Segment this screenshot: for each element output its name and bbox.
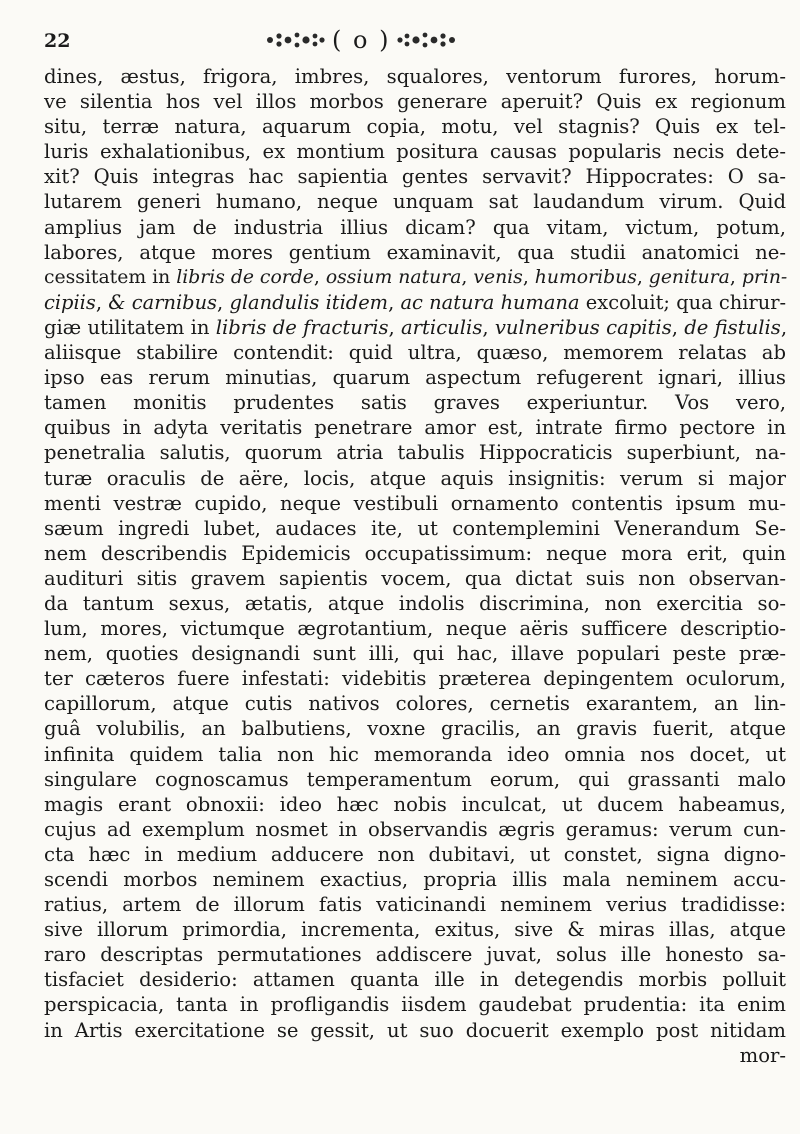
signature-mark: ( o ) bbox=[332, 26, 391, 54]
italic-title: venis bbox=[473, 266, 523, 288]
text-run: nem, quoties designandi sunt illi, qui hac, illave populari peste præ- bbox=[44, 642, 786, 666]
text-line bbox=[44, 64, 786, 89]
text-run: tisfaciet desiderio: attamen quanta ille in detegendis morbis polluit bbox=[44, 968, 786, 992]
text-run: guâ volubilis, an balbutiens, voxne gracilis, an gravis fuerit, atque bbox=[44, 717, 786, 741]
italic-title: vulneribus capitis bbox=[494, 315, 672, 339]
right-fleuron-icon bbox=[396, 30, 458, 50]
text-run: tamen monitis prudentes satis graves experiuntur. Vos vero, bbox=[44, 391, 786, 415]
text-line bbox=[44, 942, 786, 967]
text-run: labores, atque mores gentium examinavit, qua studii anatomici ne- bbox=[44, 240, 786, 264]
running-head bbox=[44, 20, 784, 60]
text-line bbox=[44, 992, 786, 1017]
text-run: da tantum sexus, ætatis, atque indolis discrimina, non exercitia so- bbox=[44, 591, 786, 615]
text-run: , bbox=[461, 266, 474, 288]
text-line bbox=[44, 967, 786, 992]
text-run: singulare cognoscamus temperamentum eorum, qui grassanti malo bbox=[44, 767, 786, 791]
italic-title: genitura bbox=[648, 266, 730, 288]
italic-title: libris de corde bbox=[176, 266, 314, 288]
text-run: , bbox=[522, 266, 535, 288]
italic-title: de fistulis bbox=[684, 315, 781, 339]
italic-title: cipiis bbox=[44, 290, 96, 314]
text-line bbox=[44, 641, 786, 666]
text-line bbox=[44, 114, 786, 139]
text-run: , bbox=[482, 315, 495, 339]
italic-title: articulis bbox=[401, 315, 483, 339]
text-run: ter cæteros fuere infestati: videbitis præterea depingentem oculorum, bbox=[44, 667, 786, 691]
text-line bbox=[44, 240, 786, 265]
left-fleuron-icon bbox=[264, 30, 326, 50]
text-run: cessitatem in bbox=[44, 266, 177, 288]
text-run: cujus ad exemplum nosmet in observandis ægris geramus: verum cun- bbox=[44, 817, 786, 841]
text-run: in Artis exercitatione se gessit, ut suo docuerit exemplo post nitidam bbox=[44, 1018, 786, 1042]
text-line bbox=[44, 415, 786, 440]
text-run: luris exhalationibus, ex montium positura causas popularis necis dete- bbox=[44, 140, 786, 164]
text-run: sæum ingredi lubet, audaces ite, ut contemplemini Venerandum Se- bbox=[44, 516, 786, 540]
text-line bbox=[44, 792, 786, 817]
text-run: cta hæc in medium adducere non dubitavi, ut constet, signa digno- bbox=[44, 842, 786, 866]
text-line bbox=[44, 767, 786, 792]
text-line bbox=[44, 591, 786, 616]
text-run: , bbox=[388, 290, 401, 314]
text-line bbox=[44, 89, 786, 114]
text-line bbox=[44, 1043, 786, 1068]
text-run: giæ utilitatem in bbox=[44, 315, 216, 339]
text-run: ratius, artem de illorum fatis vaticinandi neminem verius tradidisse: bbox=[44, 893, 786, 917]
text-run: audituri sitis gravem sapientis vocem, qua dictat suis non observan- bbox=[44, 566, 786, 590]
text-run: scendi morbos neminem exactius, propria illis mala neminem accu- bbox=[44, 868, 786, 891]
text-line bbox=[44, 892, 786, 917]
text-run: capillorum, atque cutis nativos colores, cernetis exarantem, an lin- bbox=[44, 692, 786, 716]
text-line bbox=[44, 340, 786, 365]
text-line bbox=[44, 1018, 786, 1043]
text-run: turæ oraculis de aëre, locis, atque aquis insignitis: verum si major bbox=[44, 466, 786, 490]
text-run: , bbox=[313, 266, 326, 288]
italic-title: prin- bbox=[741, 266, 788, 288]
text-line bbox=[44, 390, 786, 415]
text-run: , bbox=[729, 266, 742, 288]
text-line bbox=[44, 566, 786, 591]
text-run: , bbox=[95, 290, 109, 314]
page-number: 22 bbox=[44, 30, 71, 52]
text-line bbox=[44, 742, 786, 767]
text-line bbox=[44, 491, 786, 516]
text-run: xit? Quis integras hac sapientia gentes servavit? Hippocrates: O sa- bbox=[44, 165, 786, 189]
text-run: nem describendis Epidemicis occupatissimum: neque mora erit, quin bbox=[44, 541, 786, 565]
text-line bbox=[44, 139, 786, 164]
text-line bbox=[44, 290, 786, 315]
text-line bbox=[44, 215, 786, 240]
text-run: raro descriptas permutationes addiscere juvat, solus ille honesto sa- bbox=[44, 943, 786, 967]
text-line bbox=[44, 265, 786, 290]
text-run: dines, æstus, frigora, imbres, squalores, ventorum furores, horum- bbox=[44, 65, 786, 88]
text-run: magis erant obnoxii: ideo hæc nobis inculcat, ut ducem habeamus, bbox=[44, 792, 786, 816]
text-run: , bbox=[780, 315, 788, 339]
text-line bbox=[44, 315, 786, 340]
text-line bbox=[44, 365, 786, 390]
text-run: , bbox=[217, 290, 230, 314]
italic-title: & carnibus bbox=[108, 290, 218, 314]
text-run: infinita quidem talia non hic memoranda ideo omnia nos docet, ut bbox=[44, 742, 786, 766]
text-run: penetralia salutis, quorum atria tabulis Hippocraticis superbiunt, na- bbox=[44, 441, 786, 465]
text-line bbox=[44, 440, 786, 465]
text-line bbox=[44, 817, 786, 842]
text-run: lum, mores, victumque ægrotantium, neque aëris sufficere descriptio- bbox=[44, 617, 786, 641]
italic-title: ossium natura bbox=[325, 266, 462, 288]
text-run: excoluit; qua chirur- bbox=[579, 290, 787, 314]
head-ornament bbox=[264, 26, 458, 54]
text-line bbox=[44, 189, 786, 214]
text-run: menti vestræ cupido, neque vestibuli ornamento contentis ipsum mu- bbox=[44, 491, 786, 515]
text-line bbox=[44, 541, 786, 566]
text-run: perspicacia, tanta in profligandis iisdem gaudebat prudentia: ita enim bbox=[44, 993, 786, 1017]
text-run: ipso eas rerum minutias, quarum aspectum refugerent ignari, illius bbox=[44, 366, 786, 390]
text-run: aliisque stabilire contendit: quid ultra, quæso, memorem relatas ab bbox=[44, 341, 786, 365]
text-line bbox=[44, 867, 786, 892]
text-line bbox=[44, 842, 786, 867]
text-run: , bbox=[636, 266, 649, 288]
text-line bbox=[44, 616, 786, 641]
body-text bbox=[44, 64, 786, 1068]
text-run: mor- bbox=[739, 1043, 786, 1067]
text-run: ve silentia hos vel illos morbos generare aperuit? Quis ex regionum bbox=[44, 90, 786, 114]
text-line bbox=[44, 666, 786, 691]
italic-title: ac natura humana bbox=[400, 290, 580, 314]
text-run: , bbox=[388, 315, 401, 339]
text-run: lutarem generi humano, neque unquam sat laudandum virum. Quid bbox=[44, 190, 786, 214]
italic-title: libris de fracturis bbox=[215, 315, 389, 339]
text-line bbox=[44, 516, 786, 541]
text-line bbox=[44, 917, 786, 942]
text-line bbox=[44, 691, 786, 716]
text-run: situ, terræ natura, aquarum copia, motu, vel stagnis? Quis ex tel- bbox=[44, 115, 786, 139]
text-line bbox=[44, 164, 786, 189]
italic-title: humoribus bbox=[534, 266, 637, 288]
italic-title: glandulis itidem bbox=[229, 290, 389, 314]
text-run: quibus in adyta veritatis penetrare amor est, intrate firmo pectore in bbox=[44, 416, 786, 440]
text-run: amplius jam de industria illius dicam? qua vitam, victum, potum, bbox=[44, 215, 786, 239]
text-line bbox=[44, 466, 786, 491]
text-line bbox=[44, 716, 786, 741]
text-run: sive illorum primordia, incrementa, exitus, sive & miras illas, atque bbox=[44, 918, 786, 942]
text-run: , bbox=[671, 315, 685, 339]
